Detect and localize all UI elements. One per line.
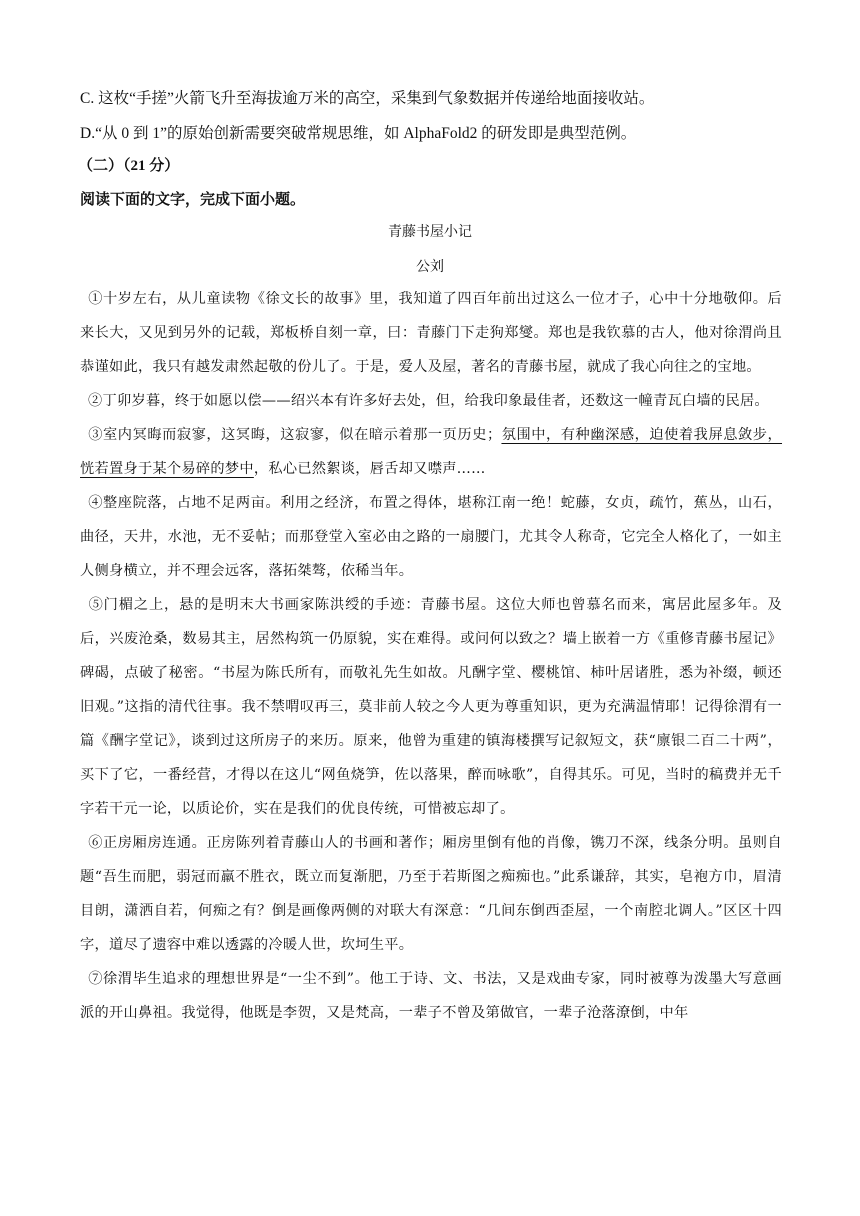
option-c: C. 这枚“手搓”火箭飞升至海拔逾万米的高空，采集到气象数据并传递给地面接收站。 [80,90,655,107]
article-body [80,282,782,1030]
paragraph-2: ②丁卯岁暮，终于如愿以偿——绍兴本有许多好去处，但，给我印象最佳者，还数这一幢青瓦白墙的民居。 [88,393,769,409]
article-author: 公刘 [416,259,444,275]
paragraph-3: ③室内冥晦而寂寥，这冥晦，这寂寥，似在暗示着那一页历史；氛围中，有种幽深感，迫使着我屏息敛步，恍若置身于某个易碎的梦中，私心已然絮谈，唇舌却又噤声…… [80,427,783,477]
section-instruction: 阅读下面的文字，完成下面小题。 [80,192,306,208]
article-title: 青藤书屋小记 [388,224,472,240]
section-heading: （二）（21 分） [78,158,180,174]
paragraph-5: ⑤门楣之上，悬的是明末大书画家陈洪绶的手迹：青藤书屋。这位大师也曾慕名而来，寓居此屋多年。及后，兴废沧桑，数易其主，居然构筑一仍原貌，实在难得。或问何以致之？墙上嵌着一方《重修青藤书屋记》碑碣，点破了秘密。“书屋为陈氏所有，而敬礼先生如故。凡酬字堂、樱桃馆、柿叶居诸胜，悉为补缀，顿还旧观。”这指的清代往事。我不禁喟叹再三，莫非前人较之今人更为尊重知识，更为充满温情耶！记得徐渭有一篇《酬字堂记》，谈到过这所房子的来历。原来，他曾为重建的镇海楼撰写记叙短文，获“廪银二百二十两”，买下了它，一番经营，才得以在这儿“网鱼烧笋，佐以落果，醉而咏歌”，自得其乐。可见，当时的稿费并无千字若干元一论，以质论价，实在是我们的优良传统，可惜被忘却了。 [80,597,782,817]
option-d: D.“从 0 到 1”的原始创新需要突破常规思维，如 AlphaFold2 的研发即是典型范例。 [80,125,637,142]
paragraph-4: ④整座院落，占地不足两亩。利用之经济，布置之得体，堪称江南一绝！蛇藤，女贞，疏竹，蕉丛，山石，曲径，天井，水池，无不妥帖；而那登堂入室必由之路的一扇腰门，尤其令人称奇，它完全人格化了，一如主人侧身横立，并不理会远客，落拓桀骜，依稀当年。 [80,495,782,579]
paragraph-1: ①十岁左右，从儿童读物《徐文长的故事》里，我知道了四百年前出过这么一位才子，心中十分地敬仰。后来长大，又见到另外的记载，郑板桥自刻一章，曰：青藤门下走狗郑燮。郑也是我钦慕的古人，他对徐渭尚且恭谨如此，我只有越发肃然起敬的份儿了。于是，爱人及屋，著名的青藤书屋，就成了我心向往之的宝地。 [80,291,782,375]
paragraph-7: ⑦徐渭毕生追求的理想世界是“一尘不到”。他工于诗、文、书法，又是戏曲专家，同时被尊为泼墨大写意画派的开山鼻祖。我觉得，他既是李贺，又是梵高，一辈子不曾及第做官，一辈子沧落潦倒，中年 [80,971,782,1021]
paragraph-6: ⑥正房厢房连通。正房陈列着青藤山人的书画和著作；厢房里倒有他的肖像，镌刀不深，线条分明。虽则自题“吾生而肥，弱冠而羸不胜衣，既立而复渐肥，乃至于若斯图之痴痴也。”此系谦辞，其实，皂袍方巾，眉清目朗，潇洒自若，何痴之有？倒是画像两侧的对联大有深意：“几间东倒西歪屋，一个南腔北调人。”区区十四字，道尽了遗容中难以透露的冷暖人世，坎坷生平。 [80,835,782,953]
underlined-sentence: 氛围中，有种幽深感，迫使着我屏息敛步，恍若置身于某个易碎的梦中 [80,427,783,477]
